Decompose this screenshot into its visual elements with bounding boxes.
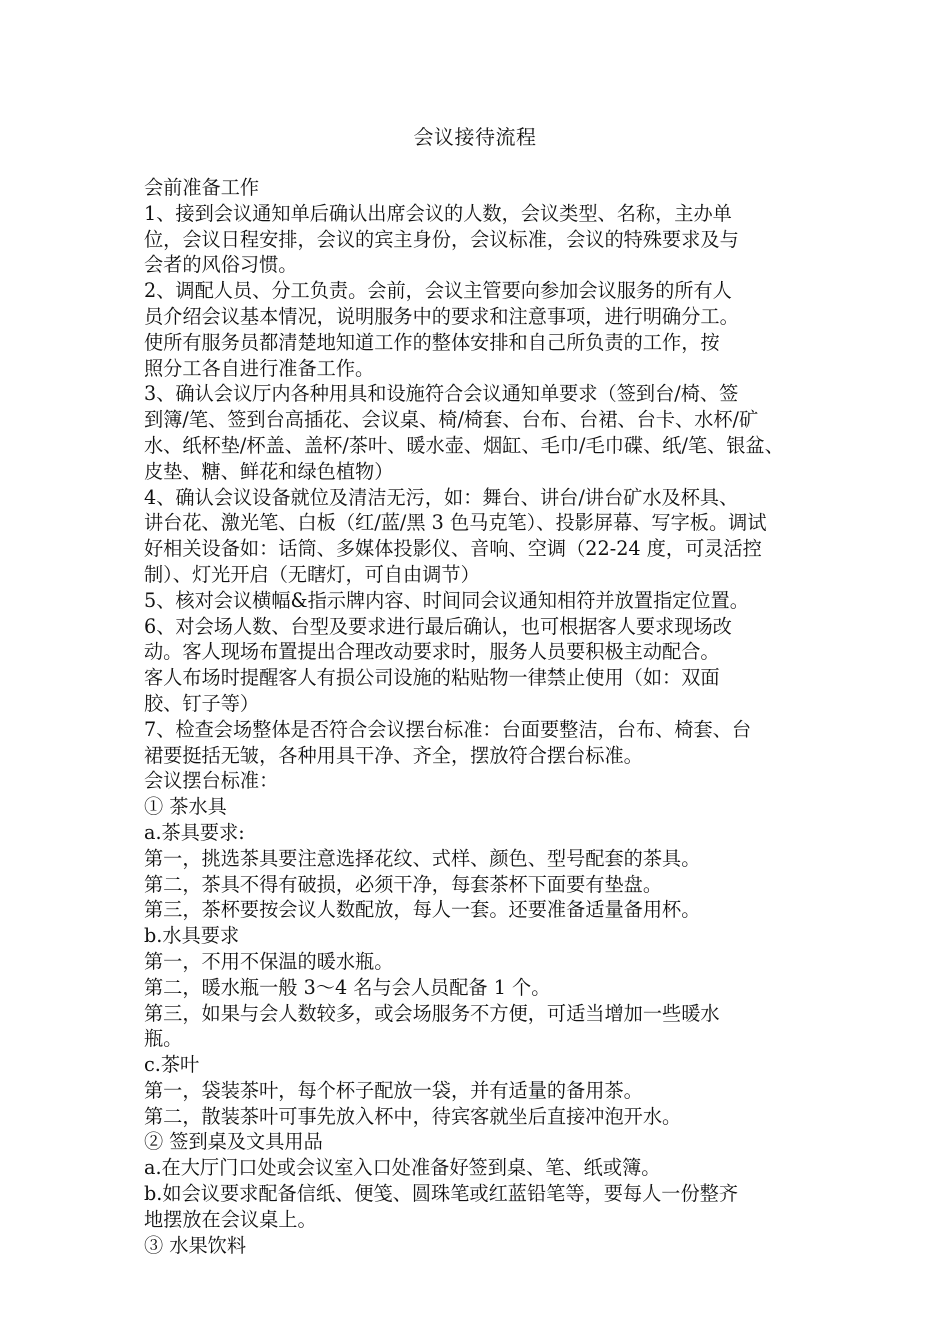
text-line: 3、确认会议厅内各种用具和设施符合会议通知单要求（签到台/椅、签 — [144, 382, 739, 406]
text-line: 地摆放在会议桌上。 — [144, 1207, 317, 1231]
text-line: a.茶具要求: — [144, 820, 245, 844]
text-line: 好相关设备如：话筒、多媒体投影仪、音响、空调（22-24 度，可灵活控 — [144, 537, 762, 561]
text-line: c.茶叶 — [144, 1053, 200, 1077]
text-line: ③ 水果饮料 — [144, 1233, 247, 1257]
text-line: 客人布场时提醒客人有损公司设施的粘贴物一律禁止使用（如：双面 — [144, 666, 720, 690]
text-line: 第三，如果与会人数较多，或会场服务不方便，可适当增加一些暖水 — [144, 1001, 720, 1025]
text-line: 7、检查会场整体是否符合会议摆台标准：台面要整洁，台布、椅套、台 — [144, 717, 752, 741]
text-line: 第一，挑选茶具要注意选择花纹、式样、颜色、型号配套的茶具。 — [144, 846, 701, 870]
text-line: 第二，暖水瓶一般 3～4 名与会人员配备 1 个。 — [144, 975, 551, 999]
text-line: 位，会议日程安排，会议的宾主身份，会议标准，会议的特殊要求及与 — [144, 227, 739, 251]
text-line: 照分工各自进行准备工作。 — [144, 356, 375, 380]
text-line: 第一，袋装茶叶，每个杯子配放一袋，并有适量的备用茶。 — [144, 1078, 643, 1102]
text-line: 4、确认会议设备就位及清洁无污，如：舞台、讲台/讲台矿水及杯具、 — [144, 485, 739, 509]
text-line: 讲台花、激光笔、白板（红/蓝/黑 3 色马克笔）、投影屏幕、写字板。调试 — [144, 511, 767, 535]
text-line: 皮垫、糖、鲜花和绿色植物） — [144, 459, 394, 483]
text-line: 水、纸杯垫/杯盖、盖杯/茶叶、暖水壶、烟缸、毛巾/毛巾碟、纸/笔、银盆、 — [144, 433, 784, 457]
text-line: 员介绍会议基本情况，说明服务中的要求和注意事项，进行明确分工。 — [144, 304, 739, 328]
text-line: 第二，散装茶叶可事先放入杯中，待宾客就坐后直接冲泡开水。 — [144, 1104, 682, 1128]
text-line: 第三，茶杯要按会议人数配放，每人一套。还要准备适量备用杯。 — [144, 898, 701, 922]
text-line: 制）、灯光开启（无瞎灯，可自由调节） — [144, 562, 480, 586]
text-line: 到簿/笔、签到台高插花、会议桌、椅/椅套、台布、台裙、台卡、水杯/矿 — [144, 408, 759, 432]
text-line: ① 茶水具 — [144, 795, 227, 819]
text-line: 2、调配人员、分工负责。会前，会议主管要向参加会议服务的所有人 — [144, 279, 732, 303]
text-line: b.如会议要求配备信纸、便笺、圆珠笔或红蓝铅笔等，要每人一份整齐 — [144, 1182, 739, 1206]
text-line: 使所有服务员都清楚地知道工作的整体安排和自己所负责的工作，按 — [144, 330, 720, 354]
text-line: 6、对会场人数、台型及要求进行最后确认，也可根据客人要求现场改 — [144, 614, 732, 638]
text-line: 会者的风俗习惯。 — [144, 253, 298, 277]
text-line: 瓶。 — [144, 1027, 183, 1051]
text-line: a.在大厅门口处或会议室入口处准备好签到桌、笔、纸或簿。 — [144, 1156, 661, 1180]
text-line: 动。客人现场布置提出合理改动要求时，服务人员要积极主动配合。 — [144, 640, 720, 664]
text-line: b.水具要求 — [144, 924, 240, 948]
document-title: 会议接待流程 — [413, 125, 537, 149]
text-line: 第二，茶具不得有破损，必须干净，每套茶杯下面要有垫盘。 — [144, 872, 663, 896]
text-line: 裙要挺括无皱，各种用具干净、齐全，摆放符合摆台标准。 — [144, 743, 643, 767]
text-line: 胶、钉子等） — [144, 691, 260, 715]
text-line: 5、核对会议横幅&指示牌内容、时间同会议通知相符并放置指定位置。 — [144, 588, 749, 612]
text-line: ② 签到桌及文具用品 — [144, 1130, 323, 1154]
document-body — [144, 175, 806, 1258]
text-line: 会议摆台标准： — [144, 769, 279, 793]
text-line: 会前准备工作 — [144, 176, 260, 199]
text-line: 1、接到会议通知单后确认出席会议的人数，会议类型、名称，主办单 — [144, 201, 732, 225]
text-line: 第一，不用不保温的暖水瓶。 — [144, 949, 394, 973]
